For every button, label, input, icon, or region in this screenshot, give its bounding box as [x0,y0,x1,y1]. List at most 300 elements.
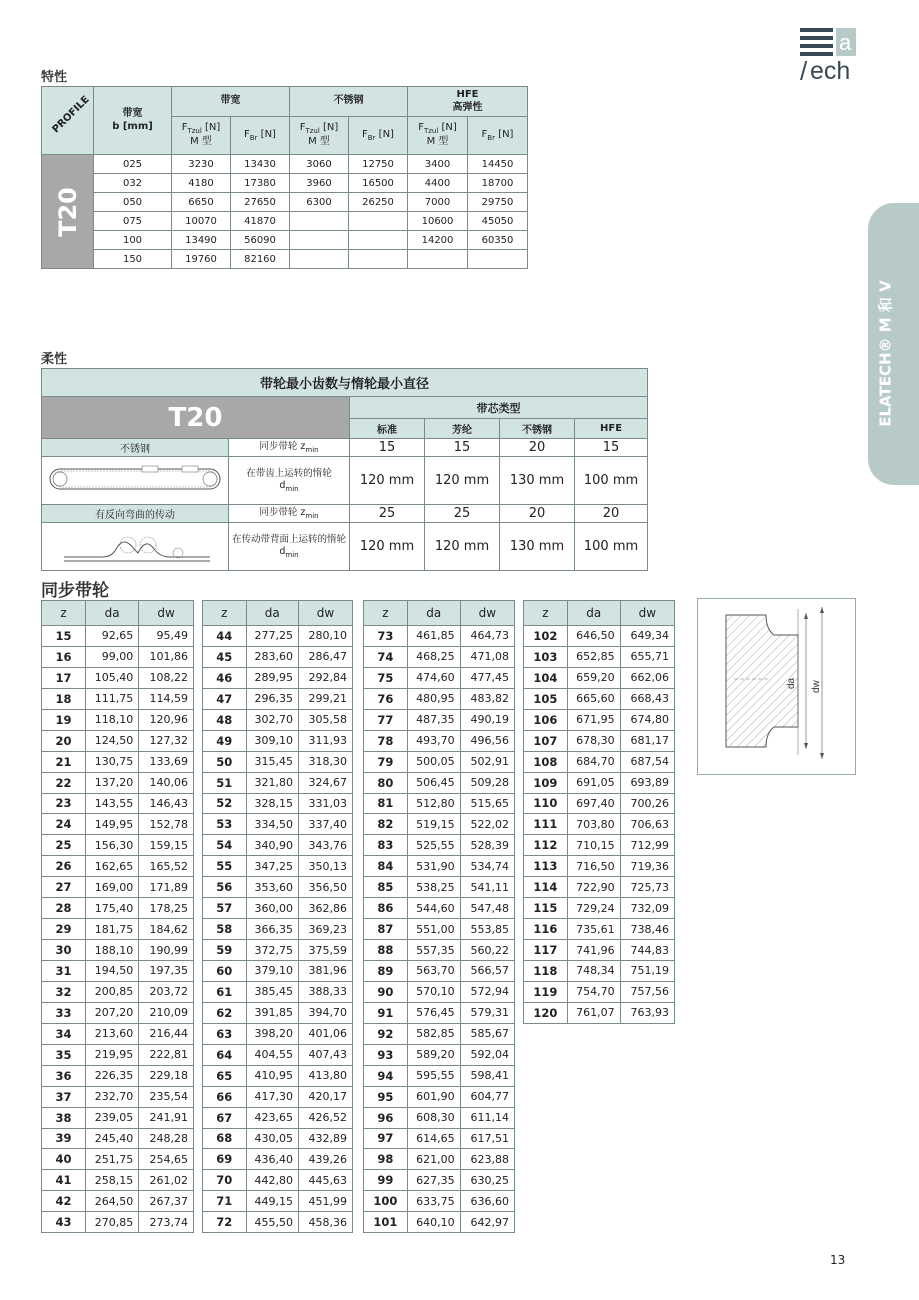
pulley-da: 111,75 [86,688,139,709]
ftzul-type: M 型 [190,136,212,148]
pulley-table-1 [41,600,194,1233]
pulley-teeth: 66 [203,1086,247,1107]
flex-row-4-sym: d [279,545,286,557]
pulley-dw: 623,88 [460,1149,514,1170]
pulley-dw: 203,72 [139,981,194,1002]
pulley-da: 366,35 [246,919,299,940]
pulley-teeth: 78 [364,730,408,751]
pulley-dw: 668,43 [620,688,674,709]
pulley-da: 398,20 [246,1023,299,1044]
pulley-teeth: 16 [42,646,86,667]
pulley-row [203,919,353,940]
pulley-dw: 687,54 [620,751,674,772]
pulley-row [524,981,675,1002]
pulley-row [524,877,675,898]
pulley-header-row [203,601,353,626]
pulley-dw: 700,26 [620,793,674,814]
pulley-teeth: 41 [42,1170,86,1191]
pulley-dw: 649,34 [620,626,674,647]
pulley-row [524,667,675,688]
pulley-teeth: 62 [203,1002,247,1023]
pulley-row [364,1212,515,1233]
pulley-teeth: 109 [524,772,568,793]
pulley-dw: 369,23 [299,919,353,940]
profile-t20 [42,155,94,269]
pulley-teeth: 19 [42,709,86,730]
pulley-da: 277,25 [246,626,299,647]
pulley-da: 92,65 [86,626,139,647]
pulley-teeth: 27 [42,877,86,898]
pulley-dw: 560,22 [460,940,514,961]
stainless-drive-diagram-cell [42,457,229,505]
pulley-row [42,667,194,688]
pulley-header-z: z [364,601,408,626]
pulley-da: 188,10 [86,940,139,961]
pulley-da: 627,35 [407,1170,460,1191]
pulley-teeth: 30 [42,940,86,961]
pulley-dw: 464,73 [460,626,514,647]
pulley-dw: 763,93 [620,1002,674,1023]
pulley-row [42,898,194,919]
pulley-da: 468,25 [407,646,460,667]
pulley-da: 309,10 [246,730,299,751]
pulley-da: 226,35 [86,1065,139,1086]
characteristics-table [41,86,528,269]
pulley-da: 455,50 [246,1212,299,1233]
pulley-dw: 184,62 [139,919,194,940]
pulley-header-z: z [203,601,247,626]
pulley-da: 296,35 [246,688,299,709]
characteristics-cell: 13430 [231,155,290,174]
pulley-dw: 241,91 [139,1107,194,1128]
section-stainless-label: 不锈钢 [42,439,229,457]
pulley-row [364,1023,515,1044]
pulley-dw: 541,11 [460,877,514,898]
flex-row-2-sub: min [285,484,299,493]
pulley-row [364,646,515,667]
pulley-row [524,940,675,961]
pulley-da: 500,05 [407,751,460,772]
fbr-subscript: Br [487,133,495,142]
characteristics-cell: 26250 [349,193,408,212]
pulley-da: 232,70 [86,1086,139,1107]
pulley-da: 519,15 [407,814,460,835]
group1-header: 带宽 [172,87,290,117]
pulley-row [524,709,675,730]
flex-row-4-desc [229,523,350,571]
logo-letter-a: a [839,30,852,55]
pulley-row [364,835,515,856]
pulley-row [203,626,353,647]
pulley-teeth: 96 [364,1107,408,1128]
characteristics-cell: 3060 [290,155,349,174]
ftzul-header-3 [408,117,468,155]
fbr-subscript: Br [367,133,376,142]
pulley-row [203,1212,353,1233]
characteristics-cell: 41870 [231,212,290,231]
pulley-dw: 305,58 [299,709,353,730]
pulley-row [364,877,515,898]
pulley-row [364,626,515,647]
pulley-da: 652,85 [567,646,620,667]
pulley-diagram [697,598,856,775]
pulley-da: 156,30 [86,835,139,856]
ftzul-unit: [N] [441,122,457,134]
core-type-col-2: 芳纶 [425,419,500,439]
flex-row-2-val-1: 120 mm [350,457,425,505]
pulley-dw: 273,74 [139,1212,194,1233]
pulley-dw: 216,44 [139,1023,194,1044]
pulley-dw: 534,74 [460,856,514,877]
characteristics-row [42,212,528,231]
pulley-teeth: 114 [524,877,568,898]
characteristics-row [42,174,528,193]
ftzul-unit: [N] [323,122,339,134]
pulley-dw: 732,09 [620,898,674,919]
pulley-row [203,730,353,751]
pulley-teeth: 43 [42,1212,86,1233]
pulley-teeth: 48 [203,709,247,730]
pulley-row [42,626,194,647]
pulley-row [203,1065,353,1086]
pulley-row [364,1002,515,1023]
characteristics-cell [290,250,349,269]
pulley-da: 703,80 [567,814,620,835]
pulley-header-z: z [524,601,568,626]
pulley-dw: 445,63 [299,1170,353,1191]
pulley-row [364,981,515,1002]
pulley-cross-section [698,599,855,774]
characteristics-cell: 4400 [408,174,468,193]
pulley-da: 410,95 [246,1065,299,1086]
characteristics-cell: 025 [94,155,172,174]
fbr-symbol: F [481,128,488,140]
pulley-teeth: 55 [203,856,247,877]
pulley-da: 245,40 [86,1128,139,1149]
pulley-row [42,856,194,877]
pulley-teeth: 72 [203,1212,247,1233]
flex-row-1-val-2: 15 [425,439,500,457]
pulley-teeth: 116 [524,919,568,940]
pulley-row [524,793,675,814]
pulley-teeth: 63 [203,1023,247,1044]
pulley-row [203,814,353,835]
pulley-da: 614,65 [407,1128,460,1149]
fbr-header-1 [231,117,290,155]
pulley-da: 105,40 [86,667,139,688]
characteristics-cell [408,250,468,269]
pulley-da: 436,40 [246,1149,299,1170]
pulley-dw: 197,35 [139,961,194,982]
characteristics-cell: 45050 [468,212,528,231]
characteristics-cell: 82160 [231,250,290,269]
pulley-row [524,646,675,667]
flexibility-table [41,368,648,571]
width-header [94,87,172,155]
pulley-dw: 744,83 [620,940,674,961]
characteristics-cell: 050 [94,193,172,212]
pulley-da: 449,15 [246,1191,299,1212]
pulley-row [364,1044,515,1065]
pulley-row [364,1065,515,1086]
pulley-teeth: 69 [203,1149,247,1170]
pulley-da: 353,60 [246,877,299,898]
pulley-dw: 611,14 [460,1107,514,1128]
characteristics-cell: 14450 [468,155,528,174]
pulley-row [42,1002,194,1023]
pulley-row [203,1149,353,1170]
pulley-dw: 210,09 [139,1002,194,1023]
pulley-teeth: 75 [364,667,408,688]
pulley-teeth: 81 [364,793,408,814]
flex-row-3-sym: z [300,507,306,519]
pulley-teeth: 93 [364,1044,408,1065]
pulley-da: 678,30 [567,730,620,751]
pulley-row [42,1107,194,1128]
flex-row-1-desc-text: 同步带轮 [259,441,298,453]
pulley-row [524,919,675,940]
pulley-dw: 120,96 [139,709,194,730]
pulley-teeth: 100 [364,1191,408,1212]
pulley-dw: 152,78 [139,814,194,835]
pulley-teeth: 115 [524,898,568,919]
pulley-dw: 190,99 [139,940,194,961]
flex-row-4-desc-text: 在传动带背面上运转的惰轮 [231,534,346,546]
characteristics-cell: 10070 [172,212,231,231]
pulley-row [203,1107,353,1128]
pulley-teeth: 58 [203,919,247,940]
pulley-da: 270,85 [86,1212,139,1233]
characteristics-cell: 60350 [468,231,528,250]
pulley-teeth: 25 [42,835,86,856]
pulley-teeth: 28 [42,898,86,919]
pulley-da: 219,95 [86,1044,139,1065]
flex-row-4-sub: min [285,550,299,559]
pulley-da: 646,50 [567,626,620,647]
pulley-teeth: 95 [364,1086,408,1107]
pulley-dw: 426,52 [299,1107,353,1128]
pulley-da: 608,30 [407,1107,460,1128]
pulley-dw: 451,99 [299,1191,353,1212]
characteristics-cell [468,250,528,269]
pulley-row [42,1191,194,1212]
pulley-teeth: 104 [524,667,568,688]
pulley-row [42,751,194,772]
pulley-dw: 222,81 [139,1044,194,1065]
core-type-col-1: 标准 [350,419,425,439]
pulley-da: 640,10 [407,1212,460,1233]
pulley-teeth: 46 [203,667,247,688]
pulley-dw: 146,43 [139,793,194,814]
pulley-dw: 401,06 [299,1023,353,1044]
pulley-da: 118,10 [86,709,139,730]
pulley-da: 595,55 [407,1065,460,1086]
pulley-da: 671,95 [567,709,620,730]
pulley-da: 474,60 [407,667,460,688]
pulley-teeth: 70 [203,1170,247,1191]
pulley-dw: 229,18 [139,1065,194,1086]
flex-row-2-sym: d [279,479,286,491]
characteristics-cell: 3400 [408,155,468,174]
ftzul-type: M 型 [426,136,449,148]
flex-row-3-val-4: 20 [575,505,648,523]
flex-row-1-desc [229,439,350,457]
pulley-row [42,940,194,961]
pulley-da: 621,00 [407,1149,460,1170]
pulley-dw: 725,73 [620,877,674,898]
pulley-dw: 101,86 [139,646,194,667]
pulley-dw: 706,63 [620,814,674,835]
characteristics-row [42,155,528,174]
pulley-row [42,814,194,835]
flex-row-4-val-3: 130 mm [500,523,575,571]
pulley-teeth: 82 [364,814,408,835]
flex-row-2-val-3: 130 mm [500,457,575,505]
pulley-row [203,1023,353,1044]
pulley-teeth: 18 [42,688,86,709]
pulley-row [42,1086,194,1107]
pulley-teeth: 50 [203,751,247,772]
pulley-dw: 572,94 [460,981,514,1002]
pulley-row [203,1086,353,1107]
pulley-dw: 254,65 [139,1149,194,1170]
pulley-dw: 471,08 [460,646,514,667]
pulley-da: 130,75 [86,751,139,772]
pulley-row [42,1128,194,1149]
fbr-symbol: F [362,128,368,140]
ftzul-subscript: Tzul [305,127,320,136]
pulley-da: 601,90 [407,1086,460,1107]
fbr-unit: [N] [498,128,514,140]
pulley-da: 659,20 [567,667,620,688]
ftzul-unit: [N] [205,122,221,134]
pulley-row [524,1002,675,1023]
flexibility-header: 带轮最小齿数与惰轮最小直径 [42,369,648,397]
pulley-row [42,1149,194,1170]
pulley-teeth: 15 [42,626,86,647]
pulley-teeth: 57 [203,898,247,919]
pulley-dw: 674,80 [620,709,674,730]
pulley-teeth: 40 [42,1149,86,1170]
pulley-da: 175,40 [86,898,139,919]
pulley-teeth: 108 [524,751,568,772]
characteristics-cell: 7000 [408,193,468,212]
pulley-dw: 642,97 [460,1212,514,1233]
pulley-dw: 630,25 [460,1170,514,1191]
pulley-row [203,835,353,856]
pulley-teeth: 29 [42,919,86,940]
pulley-da: 251,75 [86,1149,139,1170]
pulley-row [364,1107,515,1128]
pulley-dw: 458,36 [299,1212,353,1233]
characteristics-cell: 032 [94,174,172,193]
characteristics-cell [290,212,349,231]
pulley-row [42,1170,194,1191]
pulley-da: 754,70 [567,981,620,1002]
pulley-row [364,856,515,877]
pulley-teeth: 88 [364,940,408,961]
characteristics-cell: 075 [94,212,172,231]
pulley-teeth: 60 [203,961,247,982]
pulley-da: 544,60 [407,898,460,919]
pulley-teeth: 21 [42,751,86,772]
flex-row-4-val-4: 100 mm [575,523,648,571]
pulley-da: 417,30 [246,1086,299,1107]
pulley-dw: 165,52 [139,856,194,877]
pulley-teeth: 42 [42,1191,86,1212]
pulley-teeth: 51 [203,772,247,793]
fbr-header-2 [349,117,408,155]
pulley-row [203,981,353,1002]
pulley-row [203,1044,353,1065]
pulley-dw: 598,41 [460,1065,514,1086]
pulley-row [364,940,515,961]
group3-header-label: HFE [456,89,479,100]
pulley-da: 328,15 [246,793,299,814]
pulley-dw: 356,50 [299,877,353,898]
pulley-dw: 502,91 [460,751,514,772]
pulley-dw: 178,25 [139,898,194,919]
pulley-row [203,751,353,772]
pulley-header-dw: dw [299,601,353,626]
pulley-teeth: 105 [524,688,568,709]
pulley-row [524,961,675,982]
ftzul-symbol: F [299,122,306,134]
pulley-teeth: 64 [203,1044,247,1065]
pulley-row [203,688,353,709]
pulley-teeth: 103 [524,646,568,667]
flex-row-2-val-2: 120 mm [425,457,500,505]
pulley-row [364,1128,515,1149]
characteristics-row [42,193,528,212]
pulley-teeth: 90 [364,981,408,1002]
flex-row-4-val-2: 120 mm [425,523,500,571]
pulley-row [364,667,515,688]
flex-row-1-val-4: 15 [575,439,648,457]
ftzul-subscript: Tzul [423,127,439,136]
pulley-da: 423,65 [246,1107,299,1128]
pulley-da: 162,65 [86,856,139,877]
pulley-dw: 490,19 [460,709,514,730]
pulley-dw: 267,37 [139,1191,194,1212]
flex-row-1-val-3: 20 [500,439,575,457]
ftzul-symbol: F [418,122,424,134]
pulley-dw: 515,65 [460,793,514,814]
pulley-da: 404,55 [246,1044,299,1065]
pulley-row [42,961,194,982]
group2-header: 不锈钢 [290,87,408,117]
characteristics-cell: 27650 [231,193,290,212]
flex-row-1-sym: z [300,441,306,453]
pulley-da: 391,85 [246,1002,299,1023]
pulley-dw: 114,59 [139,688,194,709]
pulley-teeth: 83 [364,835,408,856]
pulley-da: 506,45 [407,772,460,793]
pulley-teeth: 20 [42,730,86,751]
pulley-row [203,961,353,982]
pulley-da: 264,50 [86,1191,139,1212]
pulley-dw: 292,84 [299,667,353,688]
pulley-dw: 681,17 [620,730,674,751]
pulley-teeth: 32 [42,981,86,1002]
pulley-teeth: 44 [203,626,247,647]
pulley-teeth: 99 [364,1170,408,1191]
width-header-label: 带宽 [122,108,143,119]
pulley-dw: 522,02 [460,814,514,835]
pulley-da: 741,96 [567,940,620,961]
pulley-row [524,898,675,919]
group3-header [408,87,528,117]
